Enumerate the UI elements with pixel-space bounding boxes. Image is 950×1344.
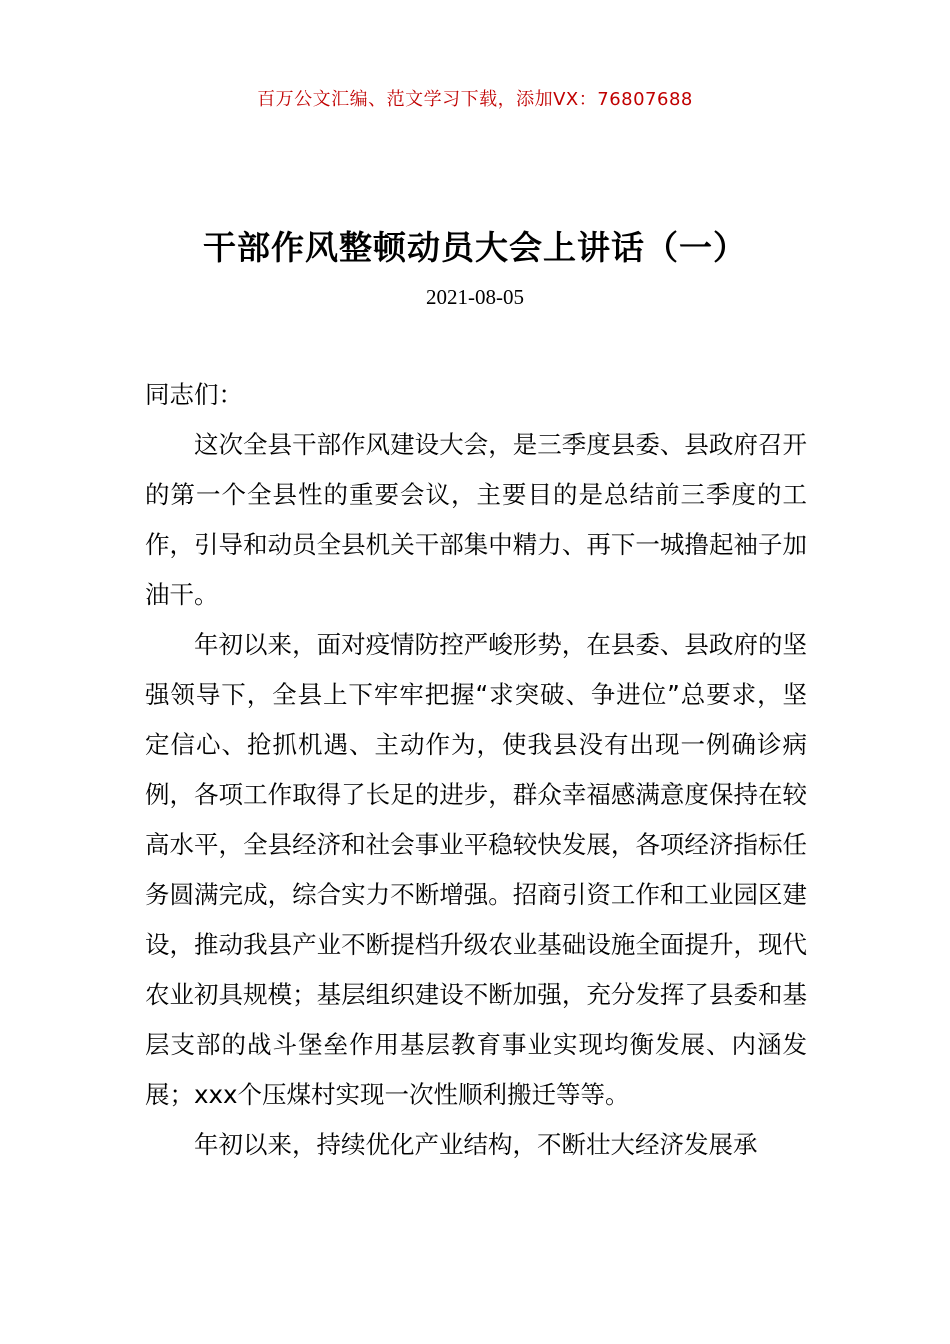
document-date: 2021-08-05 (426, 285, 524, 309)
salutation: 同志们： (145, 380, 243, 409)
paragraph-3: 年初以来，持续优化产业结构，不断壮大经济发展承 (194, 1130, 758, 1159)
paragraph-2: 年初以来，面对疫情防控严峻形势，在县委、县政府的坚强领导下，全县上下牢牢把握“求突破、争进位”总要求，坚定信心、抢抓机遇、主动作为，使我县没有出现一例确诊病例，各项工作取得了长足的进步，群众幸福感满意度保持在较高水平，全县经济和社会事业平稳较快发展，各项经济指标任务圆满完成，综合实力不断增强。招商引资工作和工业园区建设，推动我县产业不断提档升级农业基础设施全面提升，现代农业初具规模；基层组织建设不断加强，充分发挥了县委和基层支部的战斗堡垒作用基层教育事业实现均衡发展、内涵发展；xxx个压煤村实现一次性顺利搬迁等等。 (145, 630, 807, 1109)
paragraph-1: 这次全县干部作风建设大会，是三季度县委、县政府召开的第一个全县性的重要会议，主要目的是总结前三季度的工作，引导和动员全县机关干部集中精力、再下一城撸起袖子加油干。 (145, 430, 807, 609)
header-download-note: 百万公文汇编、范文学习下载，添加VX：76807688 (257, 89, 693, 110)
document-title: 干部作风整顿动员大会上讲话（一） (203, 228, 747, 267)
document-body (145, 370, 807, 1170)
